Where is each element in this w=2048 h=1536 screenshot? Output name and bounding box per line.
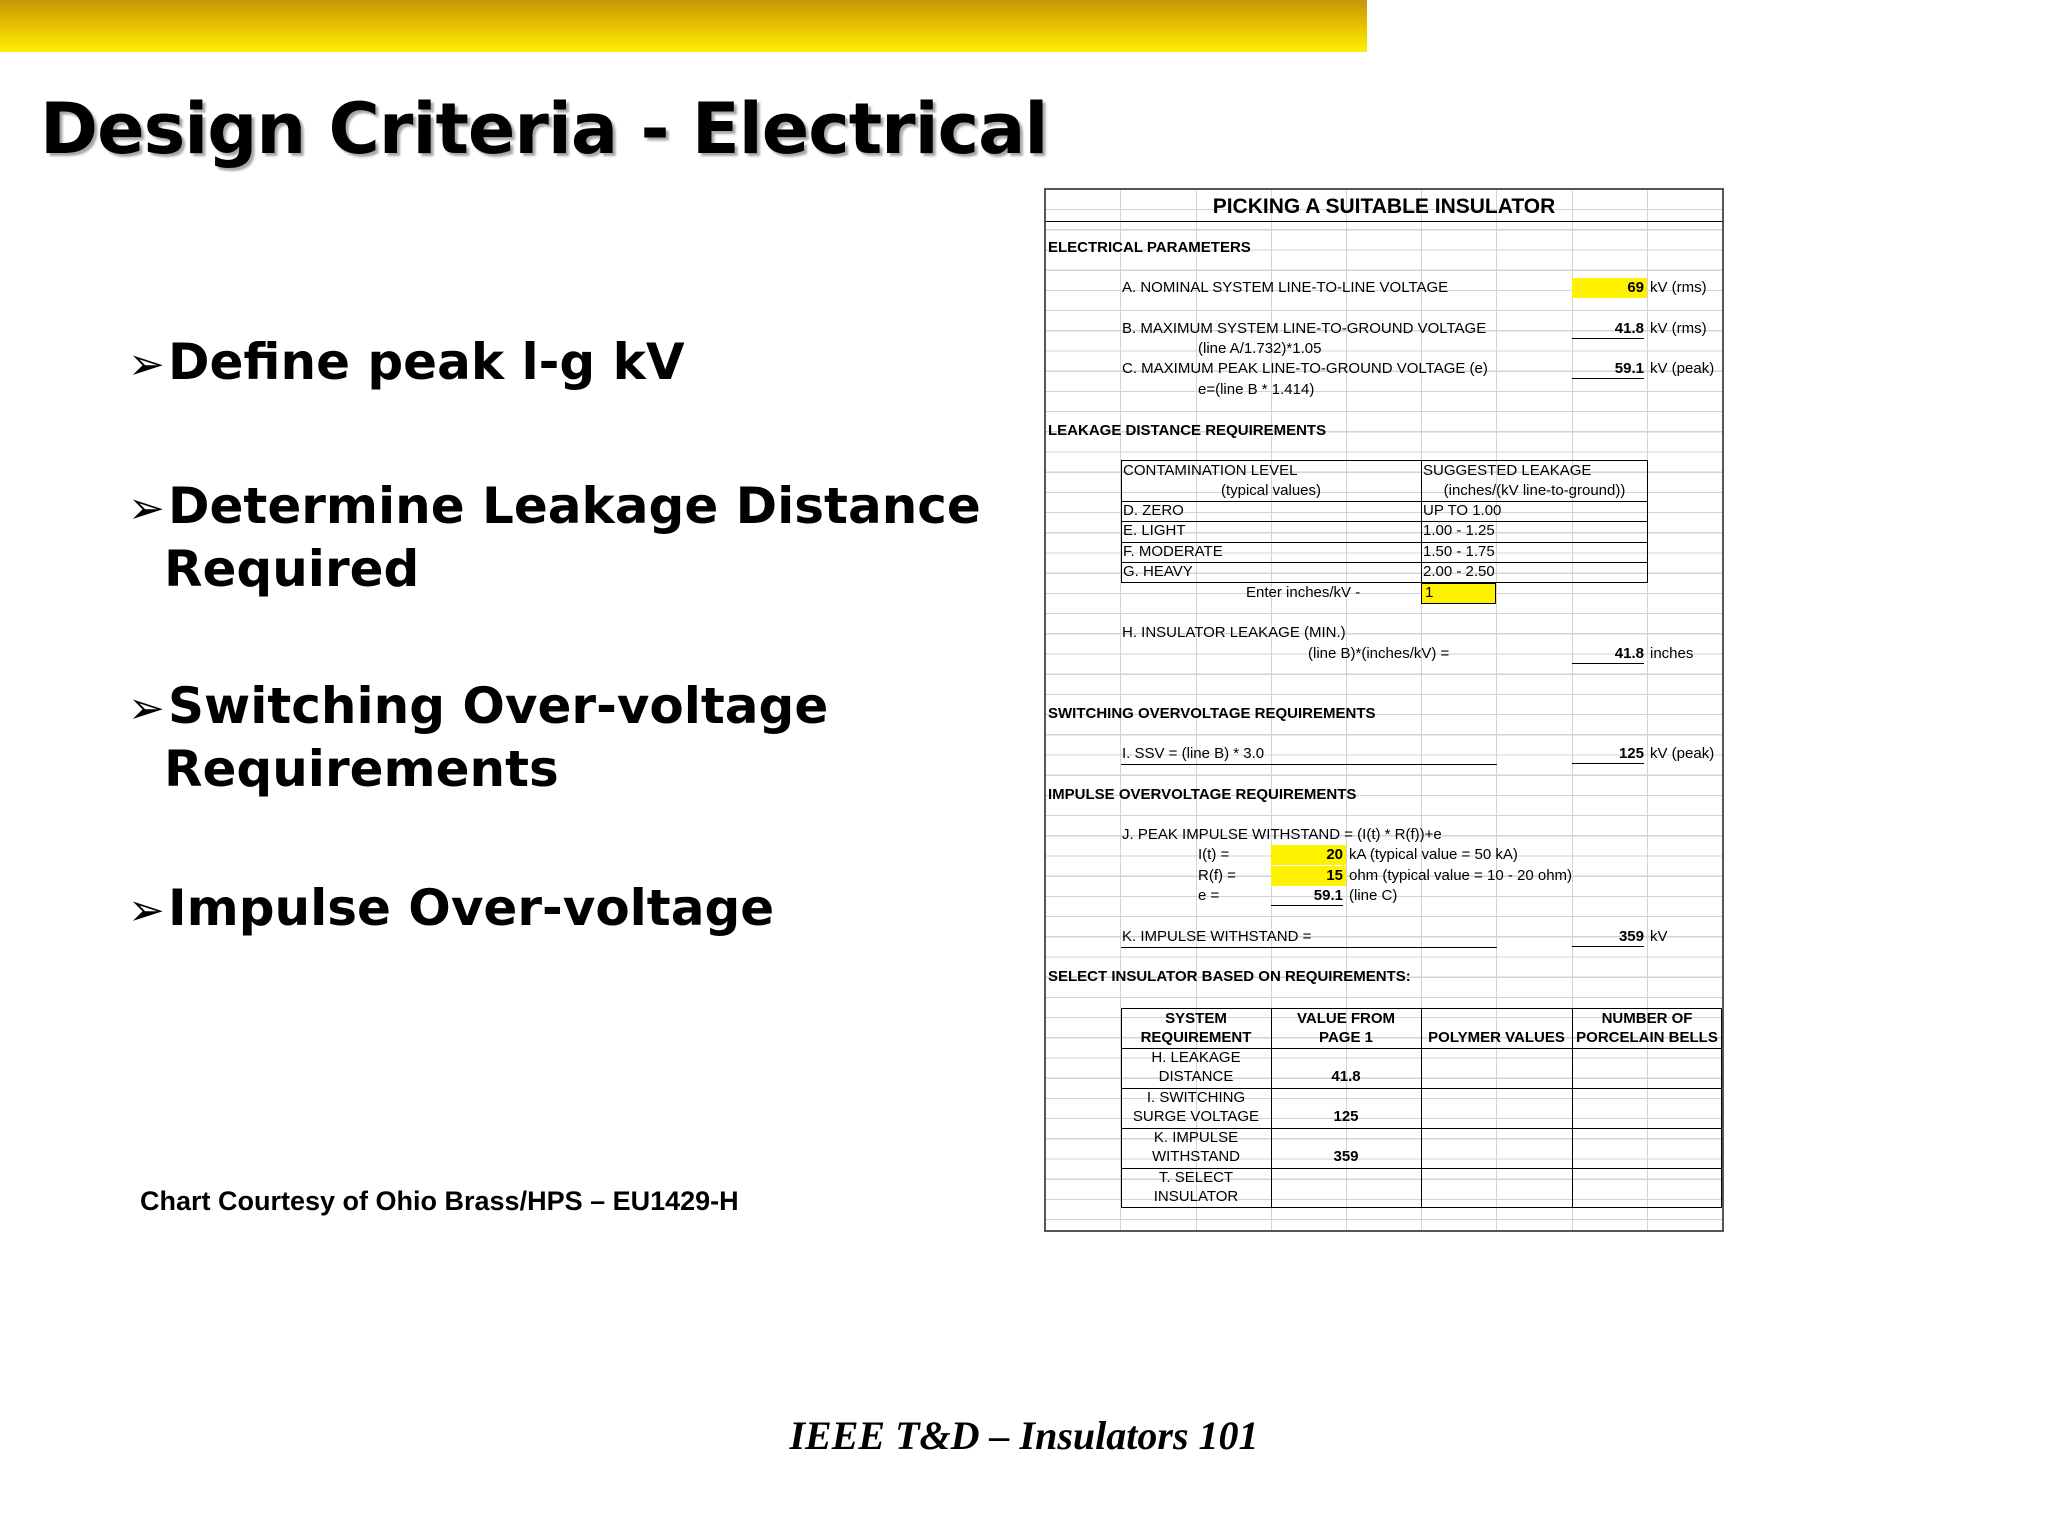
requirement-cell: H. LEAKAGE: [1151, 1049, 1241, 1066]
impulse-header: IMPULSE OVERVOLTAGE REQUIREMENTS: [1048, 786, 1357, 803]
enter-inches-label: Enter inches/kV -: [1246, 584, 1361, 601]
bullet-arrow-icon: ➢: [128, 339, 165, 390]
contamination-row-line: [1121, 562, 1648, 563]
rf-label: R(f) =: [1198, 867, 1236, 884]
line-k-underline: [1121, 947, 1497, 948]
selection-col-header: VALUE FROM: [1296, 1010, 1396, 1027]
title-divider: [1046, 221, 1722, 222]
bullet-arrow-icon: ➢: [128, 885, 165, 936]
rf-value: 15: [1326, 867, 1343, 884]
selection-col-header: REQUIREMENT: [1140, 1029, 1252, 1046]
contamination-level: E. LIGHT: [1123, 522, 1186, 539]
line-b-value: 41.8: [1572, 320, 1644, 339]
suggested-col-sub: (inches/(kV line-to-ground)): [1443, 482, 1626, 499]
line-b-label: B. MAXIMUM SYSTEM LINE-TO-GROUND VOLTAGE: [1122, 320, 1487, 337]
line-a-unit: kV (rms): [1650, 279, 1707, 296]
suggested-leakage: 1.50 - 1.75: [1423, 543, 1495, 560]
contamination-row-line: [1121, 501, 1648, 502]
worksheet-title: PICKING A SUITABLE INSULATOR: [1212, 195, 1556, 218]
line-h-formula: (line B)*(inches/kV) =: [1308, 645, 1450, 662]
line-k-value: 359: [1572, 928, 1644, 947]
bullet-text: Impulse Over-voltage: [168, 879, 775, 937]
it-value: 20: [1326, 846, 1343, 863]
line-h-value: 41.8: [1572, 645, 1644, 664]
bullet-text: Define peak l-g kV: [168, 333, 685, 391]
switching-header: SWITCHING OVERVOLTAGE REQUIREMENTS: [1048, 705, 1376, 722]
it-note: kA (typical value = 50 kA): [1349, 846, 1518, 863]
line-c-formula: e=(line B * 1.414): [1198, 381, 1315, 398]
line-k-unit: kV: [1650, 928, 1668, 945]
bullet-arrow-icon: ➢: [128, 683, 165, 734]
electrical-header: ELECTRICAL PARAMETERS: [1048, 239, 1251, 256]
line-c-value: 59.1: [1572, 360, 1644, 379]
requirement-cell: SURGE VOLTAGE: [1132, 1108, 1260, 1125]
select-header: SELECT INSULATOR BASED ON REQUIREMENTS:: [1048, 968, 1411, 985]
value-cell: 359: [1333, 1148, 1359, 1165]
requirement-cell: K. IMPULSE: [1153, 1129, 1239, 1146]
leakage-header: LEAKAGE DISTANCE REQUIREMENTS: [1048, 422, 1327, 439]
line-i-unit: kV (peak): [1650, 745, 1715, 762]
slide-footer: IEEE T&D – Insulators 101: [789, 1413, 1259, 1458]
suggested-leakage: 2.00 - 2.50: [1423, 563, 1495, 580]
bullet-arrow-icon: ➢: [128, 483, 165, 534]
bullet-text: Determine Leakage Distance: [168, 477, 981, 535]
bullet-peak-kv: [128, 332, 685, 395]
requirement-cell: INSULATOR: [1153, 1188, 1239, 1205]
e-label: e =: [1198, 887, 1220, 904]
requirement-cell: DISTANCE: [1158, 1068, 1234, 1085]
suggested-leakage: UP TO 1.00: [1423, 502, 1502, 519]
e-value: 59.1: [1271, 887, 1343, 906]
line-h-unit: inches: [1650, 645, 1694, 662]
contamination-level: G. HEAVY: [1123, 563, 1193, 580]
bullet-text-line2: Required: [164, 540, 420, 598]
chart-credit: Chart Courtesy of Ohio Brass/HPS – EU1429-H: [140, 1186, 739, 1216]
contamination-level: F. MODERATE: [1123, 543, 1223, 560]
line-k-label: K. IMPULSE WITHSTAND =: [1122, 928, 1312, 945]
bullet-text: Switching Over-voltage: [168, 677, 829, 735]
suggested-leakage: 1.00 - 1.25: [1423, 522, 1495, 539]
suggested-col-header: SUGGESTED LEAKAGE: [1423, 462, 1592, 479]
selection-col-header: SYSTEM: [1165, 1010, 1227, 1027]
bullet-text-line2: Requirements: [164, 740, 559, 798]
bullet-impulse-overvoltage: [128, 878, 774, 941]
contamination-col-header: CONTAMINATION LEVEL: [1123, 462, 1298, 479]
line-i-label: I. SSV = (line B) * 3.0: [1122, 745, 1265, 762]
enter-inches-value: 1: [1425, 584, 1434, 601]
insulator-worksheet: [1044, 188, 1724, 1232]
line-b-unit: kV (rms): [1650, 320, 1707, 337]
line-b-formula: (line A/1.732)*1.05: [1198, 340, 1322, 357]
requirement-cell: WITHSTAND: [1151, 1148, 1241, 1165]
bullet-switching-overvoltage: [128, 676, 828, 799]
requirement-cell: I. SWITCHING: [1146, 1089, 1246, 1106]
selection-col-header: POLYMER VALUES: [1428, 1029, 1565, 1046]
requirement-cell: T. SELECT: [1158, 1169, 1234, 1186]
it-label: I(t) =: [1198, 846, 1230, 863]
contamination-row-line: [1121, 521, 1648, 522]
selection-col-header: PAGE 1: [1319, 1029, 1373, 1046]
line-j-label: J. PEAK IMPULSE WITHSTAND = (I(t) * R(f))+e: [1122, 826, 1442, 843]
contamination-level: D. ZERO: [1123, 502, 1184, 519]
contamination-col-sub: (typical values): [1220, 482, 1322, 499]
selection-col-header: NUMBER OF: [1601, 1010, 1693, 1027]
line-i-value: 125: [1572, 745, 1644, 764]
rf-note: ohm (typical value = 10 - 20 ohm): [1349, 867, 1573, 884]
line-i-underline: [1121, 764, 1497, 765]
line-h-label: H. INSULATOR LEAKAGE (MIN.): [1122, 624, 1346, 641]
line-c-label: C. MAXIMUM PEAK LINE-TO-GROUND VOLTAGE (e): [1122, 360, 1488, 377]
line-a-label: A. NOMINAL SYSTEM LINE-TO-LINE VOLTAGE: [1122, 279, 1449, 296]
slide-title: Design Criteria - Electrical: [40, 88, 1048, 170]
selection-col-header: PORCELAIN BELLS: [1576, 1029, 1718, 1046]
top-accent-bar: [0, 0, 1367, 52]
line-c-unit: kV (peak): [1650, 360, 1715, 377]
value-cell: 41.8: [1331, 1068, 1361, 1085]
value-cell: 125: [1333, 1108, 1359, 1125]
line-a-value: 69: [1627, 279, 1644, 296]
e-note: (line C): [1349, 887, 1398, 904]
bullet-leakage-distance: [128, 476, 981, 599]
